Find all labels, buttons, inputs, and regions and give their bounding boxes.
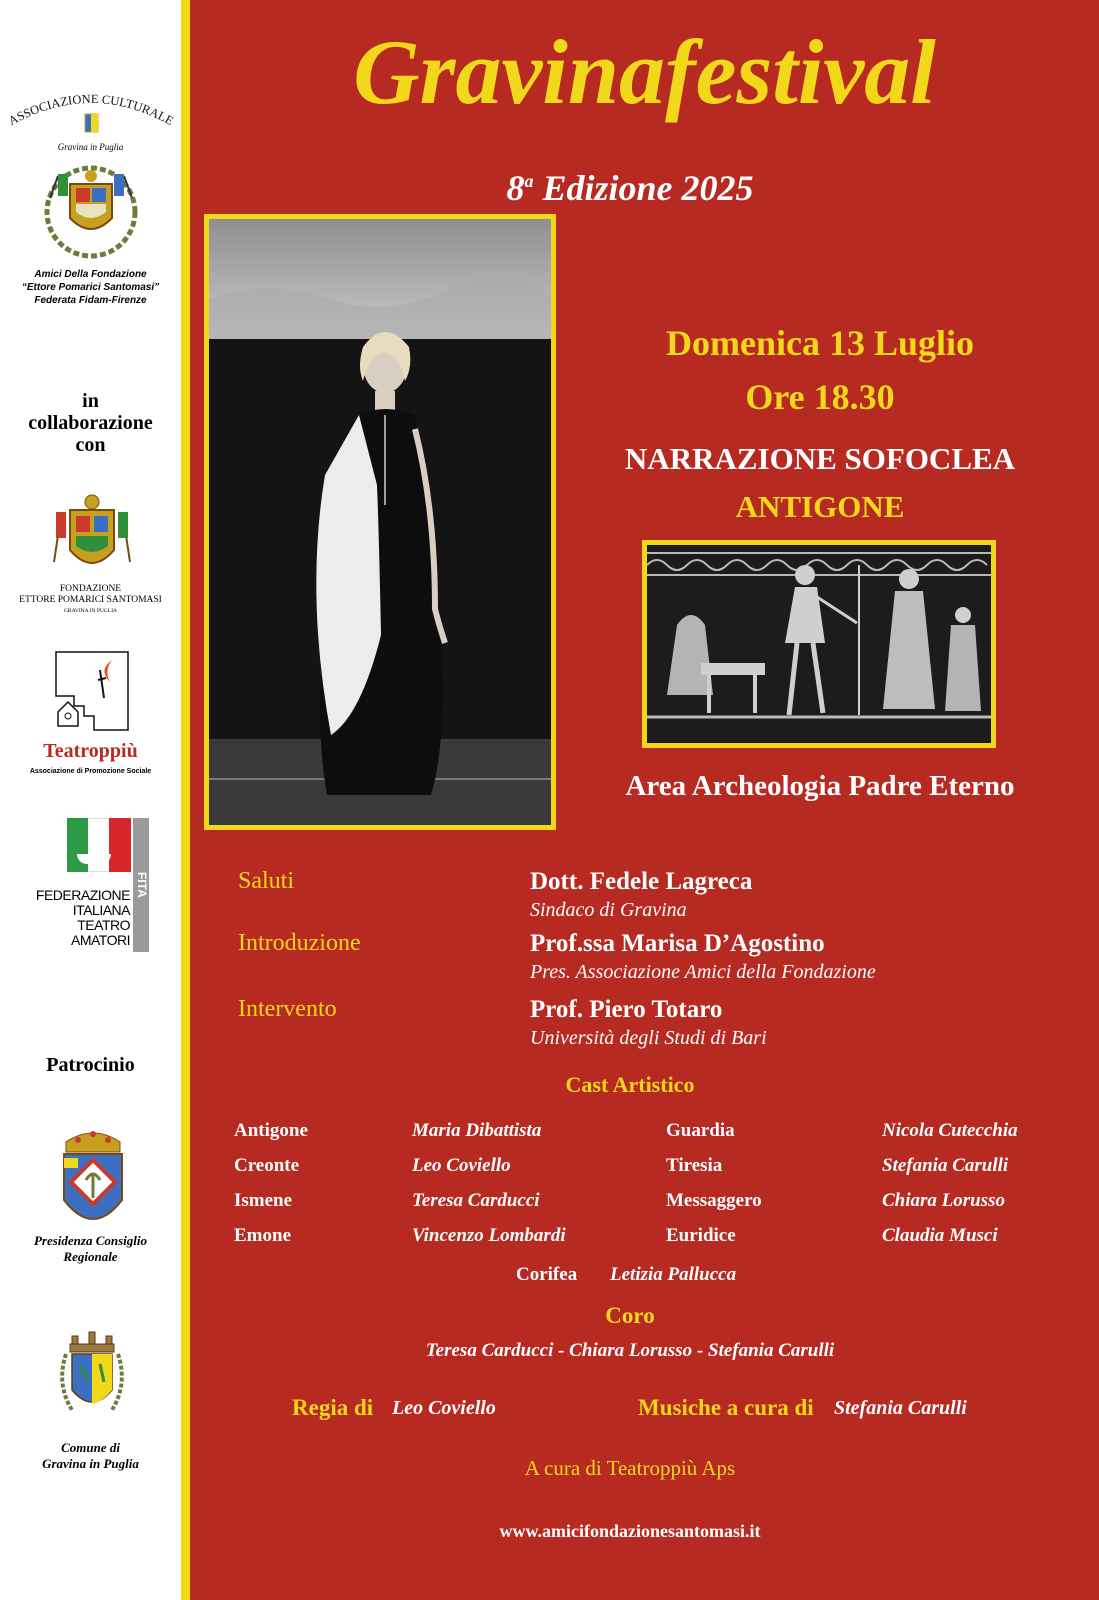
program-role-1: Saluti — [238, 868, 295, 894]
cast-actor: Leo Coviello — [412, 1155, 511, 1176]
fita-badge: FITA — [133, 818, 149, 952]
patrocinio-label: Patrocinio — [46, 1054, 135, 1076]
regione-caption: Presidenza Consiglio Regionale — [33, 1233, 148, 1264]
curator-text: A cura di Teatroppiù Aps — [524, 1456, 736, 1480]
sponsor-sidebar — [0, 0, 181, 1600]
teatroppiu-sub: Associazione di Promozione Sociale — [29, 768, 152, 775]
event-subtitle: NARRAZIONE SOFOCLEA — [624, 441, 1016, 476]
cast-role: Guardia — [666, 1120, 735, 1141]
edition-line: 8$^a$ Edizione 2025 — [506, 168, 754, 208]
event-time: Ore 18.30 — [745, 377, 895, 417]
musiche-name: Stefania Carulli — [834, 1397, 967, 1419]
assoc-crest-icon — [40, 158, 142, 260]
poster-main — [190, 0, 1099, 1600]
corifea-actor: Letizia Pallucca — [610, 1264, 737, 1285]
program-name-2: Prof.ssa Marisa D’Agostino — [530, 930, 825, 957]
cast-role: Messaggero — [666, 1190, 762, 1211]
svg-text:ASSOCIAZIONE CULTURALE: ASSOCIAZIONE CULTURALE — [6, 91, 176, 129]
teatroppiu-name: Teatroppiù — [43, 740, 138, 762]
program-role-3: Intervento — [238, 996, 337, 1022]
vase-figures-icon — [647, 545, 991, 743]
cast-actor: Claudia Musci — [882, 1225, 998, 1246]
program-desc-2: Pres. Associazione Amici della Fondazione — [530, 961, 876, 983]
cast-role: Creonte — [234, 1155, 300, 1176]
actress-photo — [204, 214, 556, 830]
corifea-role: Corifea — [516, 1264, 578, 1285]
sidebar-divider — [181, 0, 190, 1600]
regia-label: Regia di — [292, 1395, 374, 1420]
cast-actor: Maria Dibattista — [412, 1120, 542, 1141]
festival-title: Gravinafestival — [353, 21, 936, 123]
event-location: Area Archeologia Padre Eterno — [625, 770, 1015, 802]
cast-actor: Chiara Lorusso — [882, 1190, 1006, 1211]
cast-heading: Cast Artistico — [565, 1072, 695, 1097]
assoc-place: Gravina in Puglia — [57, 142, 124, 152]
assoc-arc-text — [6, 88, 176, 144]
cast-role: Ismene — [234, 1190, 293, 1211]
assoc-caption: Amici Della Fondazione “Ettore Pomarici Santomasi” Federata Fidam-Firenze — [21, 269, 160, 306]
fondazione-caption: FONDAZIONE ETTORE POMARICI SANTOMASI GRAVINA IN PUGLIA — [19, 584, 162, 614]
coro-heading: Coro — [605, 1303, 655, 1328]
cast-actor: Nicola Cutecchia — [882, 1120, 1018, 1141]
event-play: ANTIGONE — [735, 489, 905, 524]
musiche-label: Musiche a cura di — [638, 1395, 814, 1420]
regione-crest-icon — [60, 1128, 126, 1238]
fita-flag-icon — [67, 818, 131, 872]
program-role-2: Introduzione — [238, 930, 361, 956]
greek-vase-image — [642, 540, 996, 748]
teatroppiu-logo-icon — [54, 650, 130, 732]
regia-name: Leo Coviello — [392, 1397, 496, 1419]
actress-figure-icon — [209, 219, 551, 825]
program-name-1: Dott. Fedele Lagreca — [530, 868, 753, 895]
program-desc-3: Università degli Studi di Bari — [530, 1027, 767, 1049]
program-name-3: Prof. Piero Totaro — [530, 996, 723, 1023]
program-desc-1: Sindaco di Gravina — [530, 899, 687, 921]
event-date: Domenica 13 Luglio — [665, 323, 974, 363]
fita-caption: FEDERAZIONE ITALIANA TEATRO AMATORI — [35, 887, 130, 948]
coro-members: Teresa Carducci - Chiara Lorusso - Stefania Carulli — [425, 1340, 835, 1361]
website-link[interactable]: www.amicifondazionesantomasi.it — [499, 1521, 761, 1541]
cast-actor: Teresa Carducci — [412, 1190, 540, 1211]
cast-role: Euridice — [666, 1225, 736, 1246]
cast-actor: Vincenzo Lombardi — [412, 1225, 566, 1246]
fondazione-crest-icon — [52, 492, 132, 584]
cast-role: Antigone — [234, 1120, 308, 1141]
collaboration-label: in collaborazione con — [28, 390, 153, 456]
comune-crest-icon — [56, 1330, 128, 1430]
cast-role: Tiresia — [666, 1155, 723, 1176]
comune-caption: Comune di Gravina in Puglia — [42, 1440, 139, 1471]
cast-actor: Stefania Carulli — [882, 1155, 1009, 1176]
cast-role: Emone — [234, 1225, 291, 1246]
